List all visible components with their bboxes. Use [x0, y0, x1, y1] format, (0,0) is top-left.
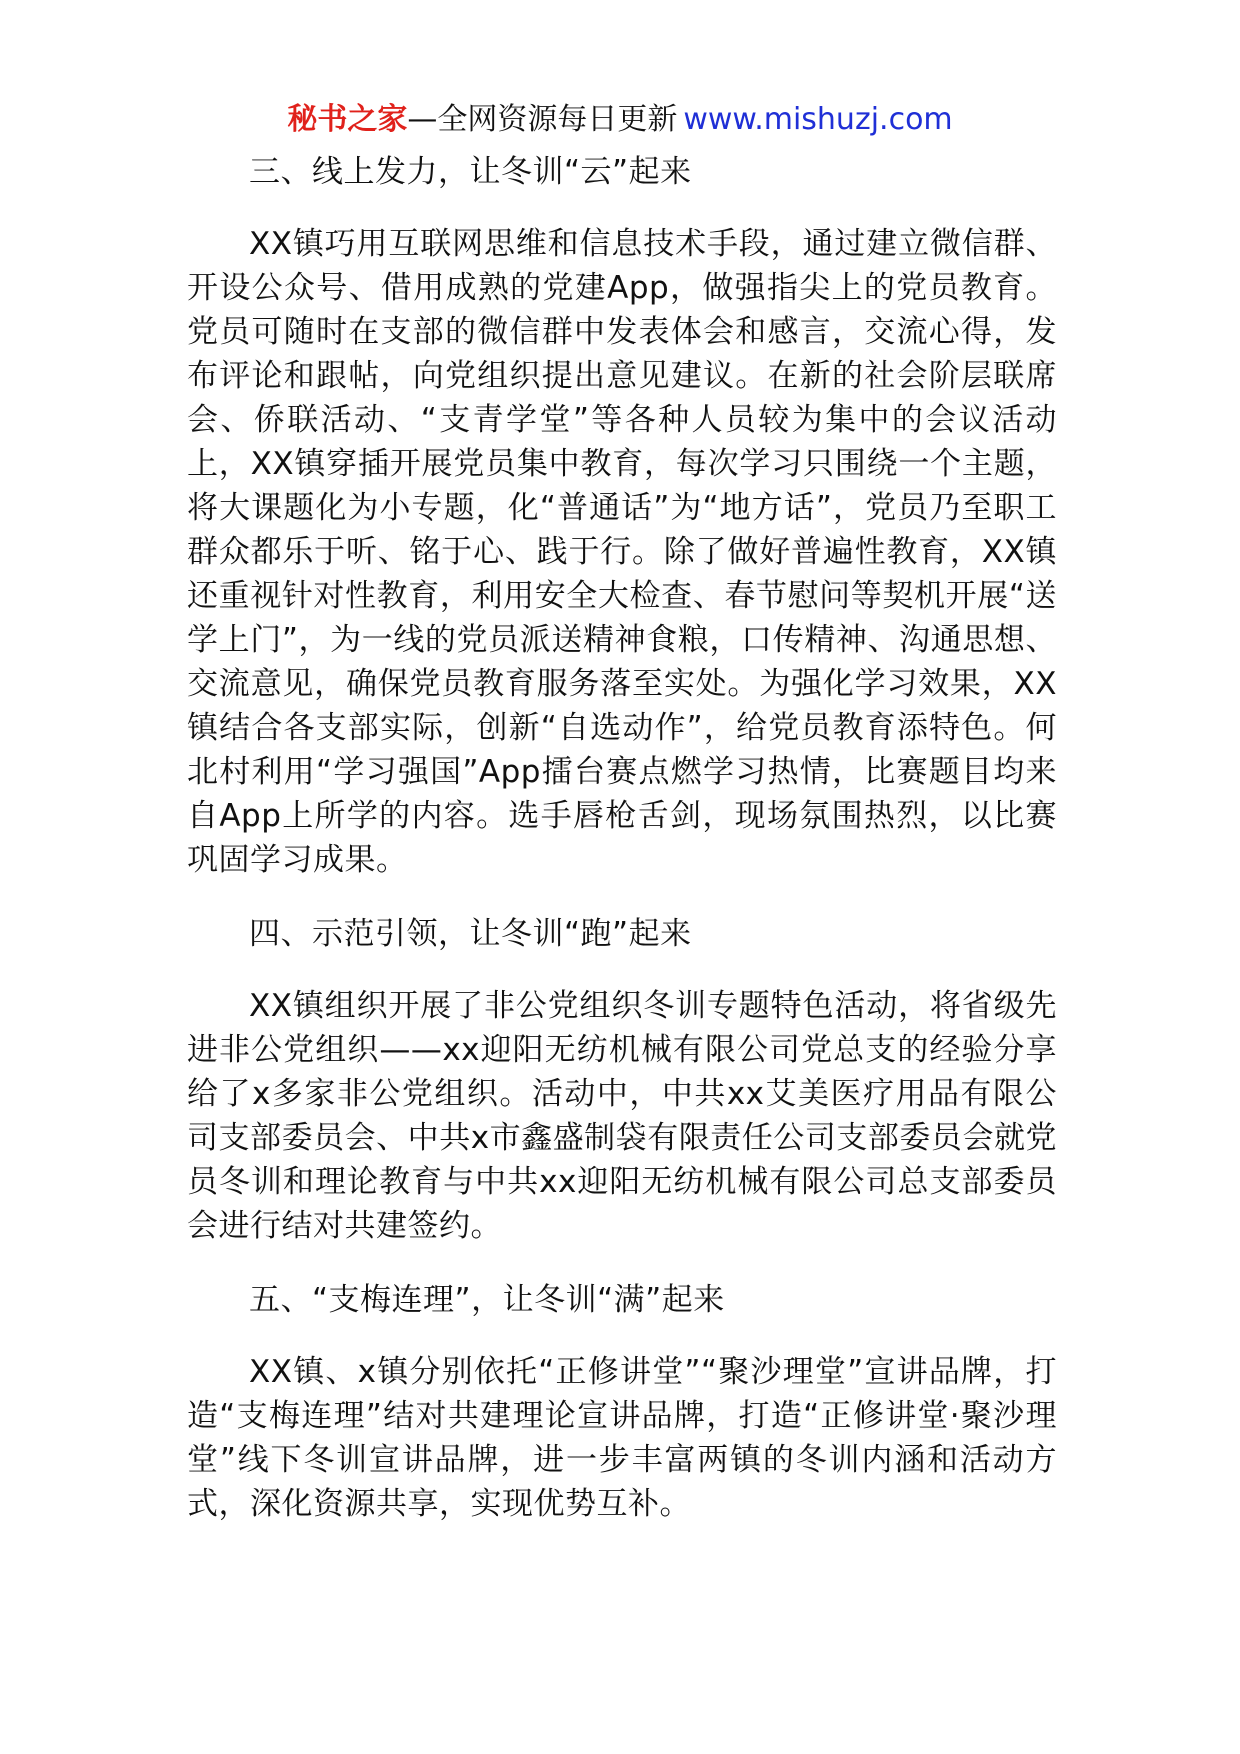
section-body-3: XX镇巧用互联网思维和信息技术手段，通过建立微信群、开设公众号、借用成熟的党建App，做强指尖上的党员教育。党员可随时在支部的微信群中发表体会和感言，交流心得，发布评论和跟帖，向党组织提出意见建议。在新的社会阶层联席会、侨联活动、“支青学堂”等各种人员较为集中的会议活动上，XX镇穿插开展党员集中教育，每次学习只围绕一个主题，将大课题化为小专题，化“普通话”为“地方话”，党员乃至职工群众都乐于听、铭于心、践于行。除了做好普遍性教育，XX镇还重视针对性教育，利用安全大检查、春节慰问等契机开展“送学上门”，为一线的党员派送精神食粮，口传精神、沟通思想、交流意见，确保党员教育服务落至实处。为强化学习效果，XX镇结合各支部实际，创新“自选动作”，给党员教育添特色。何北村利用“学习强国”App擂台赛点燃学习热情，比赛题目均来自App上所学的内容。选手唇枪舌剑，现场氛围热烈，以比赛巩固学习成果。	[187, 226, 1057, 878]
section-body-4: XX镇组织开展了非公党组织冬训专题特色活动，将省级先进非公党组织——xx迎阳无纺机械有限公司党总支的经验分享给了x多家非公党组织。活动中，中共xx艾美医疗用品有限公司支部委员会、中共x市鑫盛制袋有限责任公司支部委员会就党员冬训和理论教育与中共xx迎阳无纺机械有限公司总支部委员会进行结对共建签约。	[187, 988, 1057, 1244]
document-body	[187, 150, 1057, 1556]
section-heading-5: 五、“支梅连理”，让冬训“满”起来	[249, 1282, 725, 1318]
section-heading-3: 三、线上发力，让冬训“云”起来	[249, 154, 692, 190]
section-heading-4: 四、示范引领，让冬训“跑”起来	[249, 916, 692, 952]
brand-name: 秘书之家	[287, 102, 408, 137]
site-header	[0, 100, 1240, 140]
site-url-link[interactable]: www.mishuzj.com	[683, 102, 953, 137]
section-body-5: XX镇、x镇分别依托“正修讲堂”“聚沙理堂”宣讲品牌，打造“支梅连理”结对共建理论宣讲品牌，打造“正修讲堂·聚沙理堂”线下冬训宣讲品牌，进一步丰富两镇的冬训内涵和活动方式，深化资源共享，实现优势互补。	[187, 1354, 1057, 1522]
header-tagline: —全网资源每日更新	[407, 102, 678, 137]
